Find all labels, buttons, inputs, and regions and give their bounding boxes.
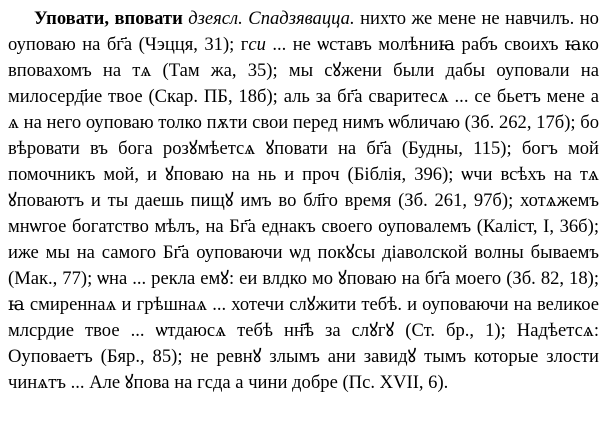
entry-translation: Спадзявацца. [248, 8, 355, 29]
language-label: дзеясл. [188, 8, 243, 29]
quote-text: ... не ѡставъ молѣниꙗ рабъ своихъ ꙗко вповахомъ на тѧ (Там жа, 35); мы сꙋжени были дабы оуповали на милосерд҃ие твое (Скар. ПБ, 18б); аль за бг҃а сваритесѧ ... се бьетъ мене а ѧ на него оуповаю толко пѫти свои перед нимъ ѡбличаю (Зб. 262, 17б); бо вѣровати въ бога розꙋмѣетсѧ ꙋповати на бг҃а (Будны, 115); богъ мой помочникъ мой, и ꙋповаю на нь и проч (Біблія, 396); ѡчи всѣхъ на тѧ ꙋповаютъ и ты даешь пищꙋ имъ во бл҃го время (Зб. 261, 97б); хотѧжемъ мнѡгое богатство мѣлъ, на Бг҃а еднакъ своего оуповалемъ (Каліст, І, 36б); иже мы на самого Бг҃а оуповаючи ѡд покꙋсы діаволской волны бываемъ (Мак., 77); ѡна ... рекла емꙋ: еи влдко мо ꙋповаю на бг҃а моего (Зб. 82, 18); ꙗ смиреннаѧ и грѣшнаѧ ... хотечи слꙋжити тебѣ. и оуповаючи на великое млсрдие твое ... ѡтдаюсѧ тебѣ нн҃ѣ за слꙋгꙋ (Ст. бр., 1); Надѣетсѧ: Оуповаетъ (Бяр., 85); не ревнꙋ злымъ ани завидꙋ тымъ которые злости чинѧтъ ... Але ꙋпова на гсда а чини добре (Пс. XVII, 6). [8, 34, 599, 393]
quote-text-italic: си [248, 34, 266, 55]
entry-headword: Уповати, вповати [34, 8, 183, 29]
quote-text: нихто же мене не навчилъ. но оуповаю на бг҃а (Чэцця, 31); г [8, 8, 599, 55]
dictionary-entry [8, 6, 599, 396]
